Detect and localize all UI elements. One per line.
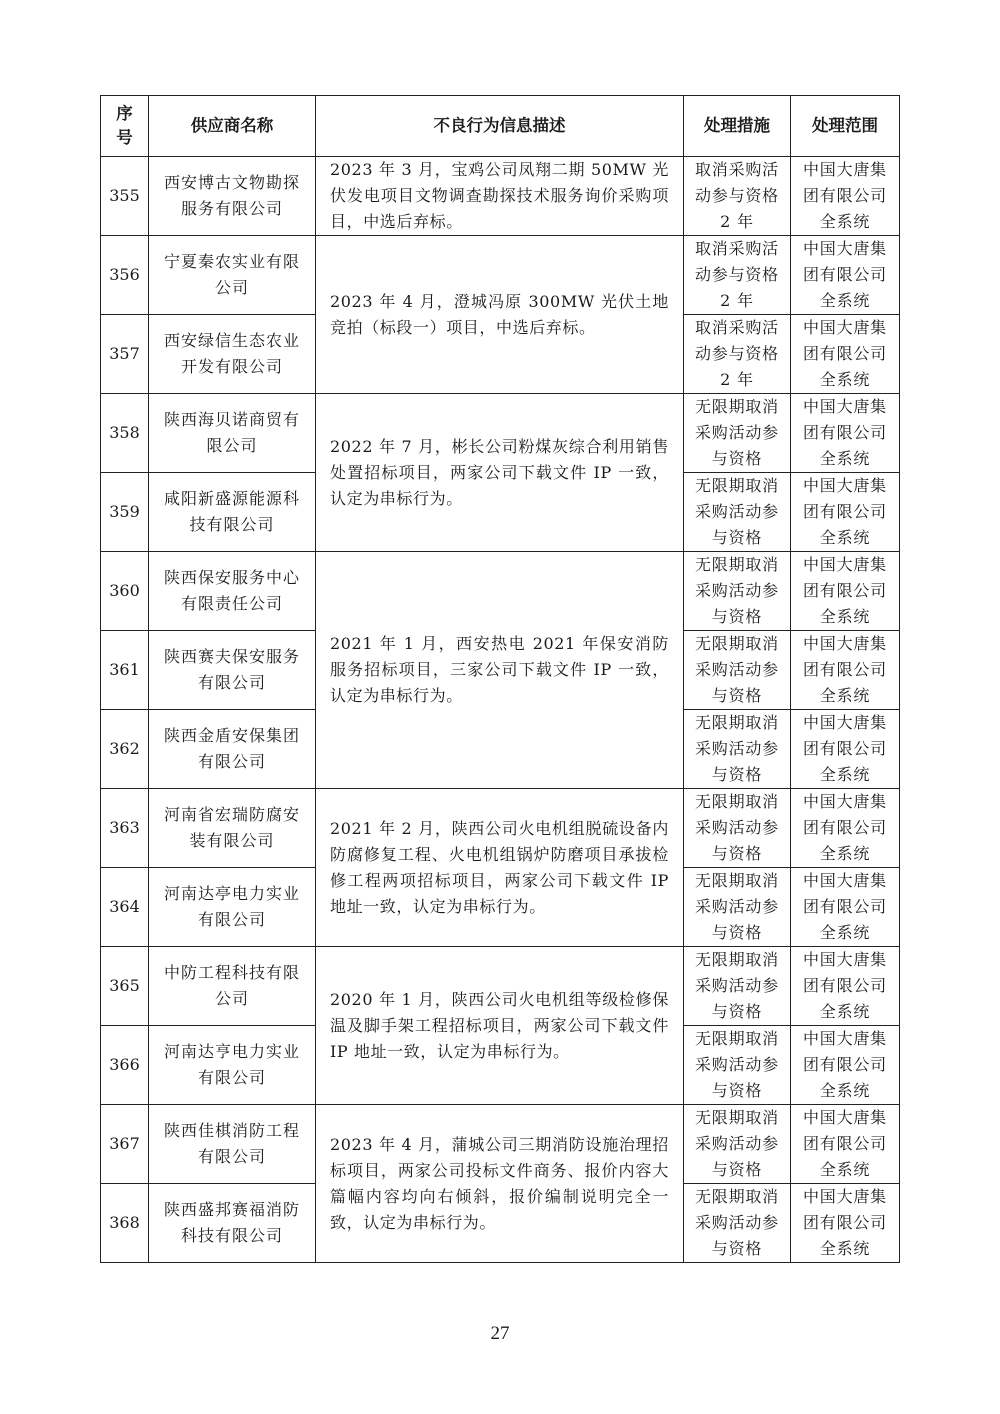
cell-measure: 无限期取消采购活动参与资格 <box>684 789 791 868</box>
cell-scope: 中国大唐集团有限公司全系统 <box>791 315 900 394</box>
cell-description: 2021 年 1 月，西安热电 2021 年保安消防服务招标项目，三家公司下载文件 IP 一致，认定为串标行为。 <box>316 552 684 789</box>
cell-seq: 360 <box>101 552 149 631</box>
cell-supplier: 陕西佳棋消防工程有限公司 <box>149 1105 316 1184</box>
cell-supplier: 河南达亨电力实业有限公司 <box>149 1026 316 1105</box>
cell-seq: 355 <box>101 157 149 236</box>
cell-scope: 中国大唐集团有限公司全系统 <box>791 473 900 552</box>
cell-supplier: 陕西海贝诺商贸有限公司 <box>149 394 316 473</box>
cell-description: 2021 年 2 月，陕西公司火电机组脱硫设备内防腐修复工程、火电机组锅炉防磨项目承拔检修工程两项招标项目，两家公司下载文件 IP 地址一致，认定为串标行为。 <box>316 789 684 947</box>
cell-supplier: 中防工程科技有限公司 <box>149 947 316 1026</box>
cell-measure: 无限期取消采购活动参与资格 <box>684 868 791 947</box>
cell-scope: 中国大唐集团有限公司全系统 <box>791 947 900 1026</box>
cell-description: 2020 年 1 月，陕西公司火电机组等级检修保温及脚手架工程招标项目，两家公司下载文件 IP 地址一致，认定为串标行为。 <box>316 947 684 1105</box>
cell-seq: 361 <box>101 631 149 710</box>
cell-seq: 365 <box>101 947 149 1026</box>
cell-supplier: 陕西保安服务中心有限责任公司 <box>149 552 316 631</box>
cell-description: 2022 年 7 月，彬长公司粉煤灰综合利用销售处置招标项目，两家公司下载文件 IP 一致，认定为串标行为。 <box>316 394 684 552</box>
cell-measure: 无限期取消采购活动参与资格 <box>684 1026 791 1105</box>
header-description: 不良行为信息描述 <box>316 96 684 157</box>
cell-supplier: 咸阳新盛源能源科技有限公司 <box>149 473 316 552</box>
cell-scope: 中国大唐集团有限公司全系统 <box>791 710 900 789</box>
cell-supplier: 宁夏秦农实业有限公司 <box>149 236 316 315</box>
cell-measure: 无限期取消采购活动参与资格 <box>684 1105 791 1184</box>
cell-measure: 取消采购活动参与资格 2 年 <box>684 315 791 394</box>
table-row <box>101 789 900 868</box>
table-body <box>101 157 900 1263</box>
header-seq: 序号 <box>101 96 149 157</box>
cell-scope: 中国大唐集团有限公司全系统 <box>791 394 900 473</box>
header-scope: 处理范围 <box>791 96 900 157</box>
supplier-penalty-table <box>100 95 900 1263</box>
cell-description: 2023 年 4 月，蒲城公司三期消防设施治理招标项目，两家公司投标文件商务、报价内容大篇幅内容均向右倾斜，报价编制说明完全一致，认定为串标行为。 <box>316 1105 684 1263</box>
cell-supplier: 西安绿信生态农业开发有限公司 <box>149 315 316 394</box>
cell-seq: 364 <box>101 868 149 947</box>
cell-scope: 中国大唐集团有限公司全系统 <box>791 631 900 710</box>
cell-seq: 367 <box>101 1105 149 1184</box>
cell-supplier: 河南省宏瑞防腐安装有限公司 <box>149 789 316 868</box>
cell-supplier: 西安博古文物勘探服务有限公司 <box>149 157 316 236</box>
cell-scope: 中国大唐集团有限公司全系统 <box>791 236 900 315</box>
cell-supplier: 陕西盛邦赛福消防科技有限公司 <box>149 1184 316 1263</box>
cell-measure: 无限期取消采购活动参与资格 <box>684 947 791 1026</box>
page-number: 27 <box>490 1323 510 1344</box>
cell-measure: 无限期取消采购活动参与资格 <box>684 710 791 789</box>
cell-measure: 无限期取消采购活动参与资格 <box>684 394 791 473</box>
table-row <box>101 236 900 315</box>
cell-seq: 368 <box>101 1184 149 1263</box>
cell-measure: 无限期取消采购活动参与资格 <box>684 473 791 552</box>
cell-description: 2023 年 3 月，宝鸡公司凤翔二期 50MW 光伏发电项目文物调查勘探技术服务询价采购项目，中选后弃标。 <box>316 157 684 236</box>
header-supplier: 供应商名称 <box>149 96 316 157</box>
table-row <box>101 394 900 473</box>
cell-seq: 363 <box>101 789 149 868</box>
cell-measure: 无限期取消采购活动参与资格 <box>684 631 791 710</box>
cell-seq: 359 <box>101 473 149 552</box>
cell-scope: 中国大唐集团有限公司全系统 <box>791 552 900 631</box>
cell-measure: 无限期取消采购活动参与资格 <box>684 552 791 631</box>
table-row <box>101 1105 900 1184</box>
cell-measure: 取消采购活动参与资格 2 年 <box>684 157 791 236</box>
cell-measure: 取消采购活动参与资格 2 年 <box>684 236 791 315</box>
cell-seq: 366 <box>101 1026 149 1105</box>
header-measure: 处理措施 <box>684 96 791 157</box>
cell-measure: 无限期取消采购活动参与资格 <box>684 1184 791 1263</box>
cell-seq: 362 <box>101 710 149 789</box>
cell-supplier: 陕西金盾安保集团有限公司 <box>149 710 316 789</box>
cell-scope: 中国大唐集团有限公司全系统 <box>791 868 900 947</box>
cell-seq: 356 <box>101 236 149 315</box>
cell-seq: 358 <box>101 394 149 473</box>
cell-supplier: 陕西赛夫保安服务有限公司 <box>149 631 316 710</box>
table-row <box>101 552 900 631</box>
table-row <box>101 157 900 236</box>
cell-seq: 357 <box>101 315 149 394</box>
cell-scope: 中国大唐集团有限公司全系统 <box>791 1026 900 1105</box>
cell-scope: 中国大唐集团有限公司全系统 <box>791 1184 900 1263</box>
cell-scope: 中国大唐集团有限公司全系统 <box>791 157 900 236</box>
cell-description: 2023 年 4 月，澄城冯原 300MW 光伏土地竞拍（标段一）项目，中选后弃标。 <box>316 236 684 394</box>
cell-scope: 中国大唐集团有限公司全系统 <box>791 1105 900 1184</box>
table-header-row <box>101 96 900 157</box>
table-row <box>101 947 900 1026</box>
cell-scope: 中国大唐集团有限公司全系统 <box>791 789 900 868</box>
cell-supplier: 河南达亭电力实业有限公司 <box>149 868 316 947</box>
